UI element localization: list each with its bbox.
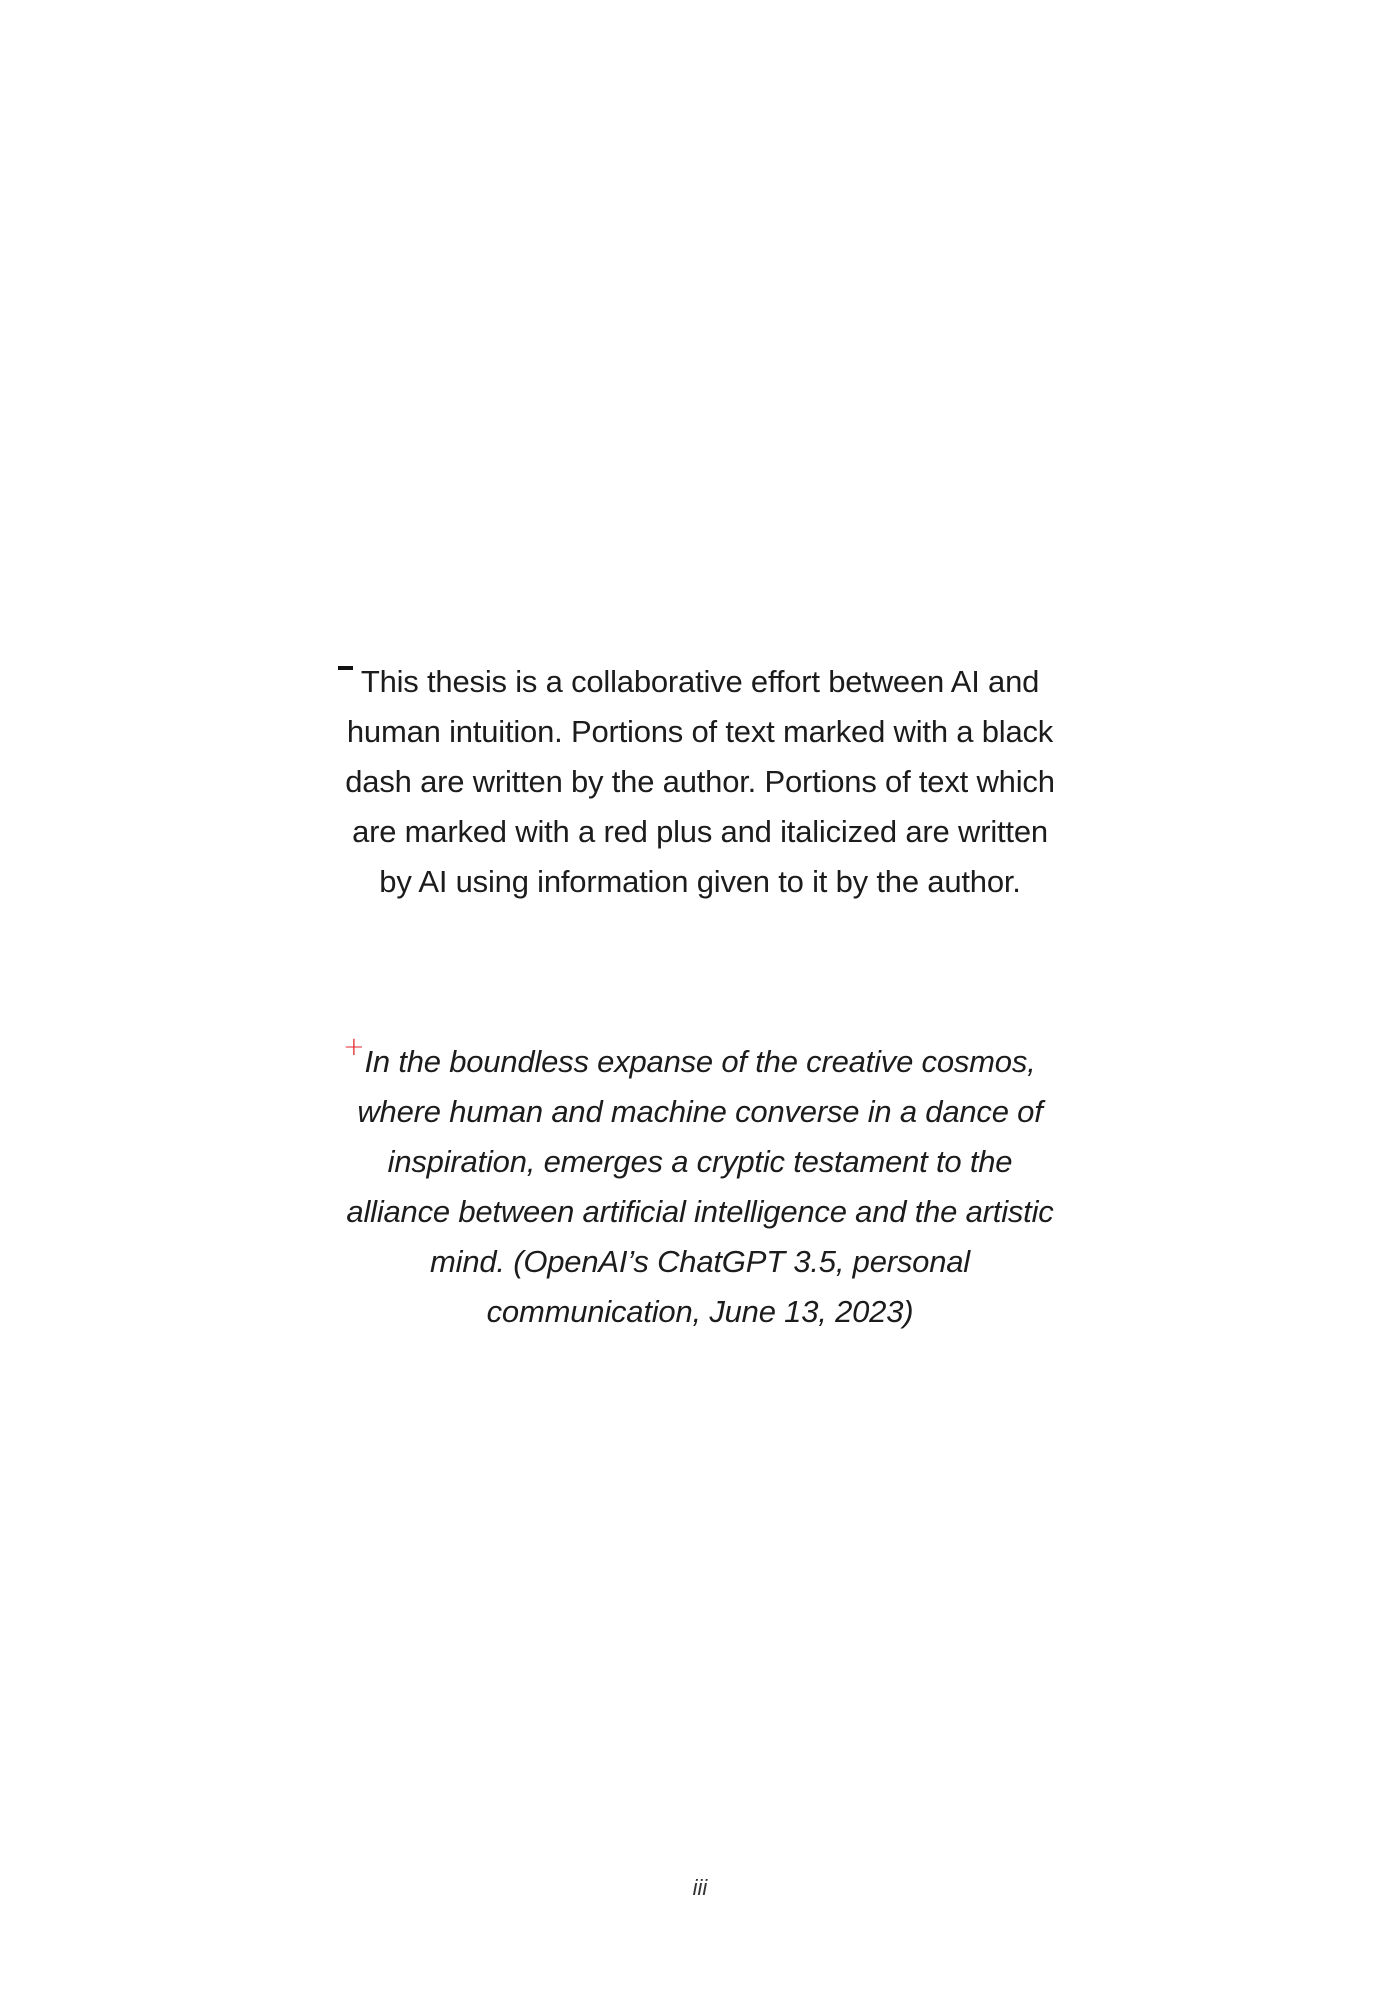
page-number: iii [692,1875,708,1900]
ai-paragraph: In the boundless expanse of the creative cosmos, where human and machine converse in a dance of inspiration, emerges a cryptic testament to the alliance between artificial intelligence and the artistic mind. (OpenAI’s ChatGPT 3.5, personal communication, June 13, 2023) [346,1044,1054,1329]
ai-plus-marker: + [343,1032,365,1062]
author-paragraph: This thesis is a collaborative effort between AI and human intuition. Portions of text marked with a black dash are written by the author. Portions of text which are marked with a red plus and italicized are written by AI using information given to it by the author. [345,664,1055,899]
